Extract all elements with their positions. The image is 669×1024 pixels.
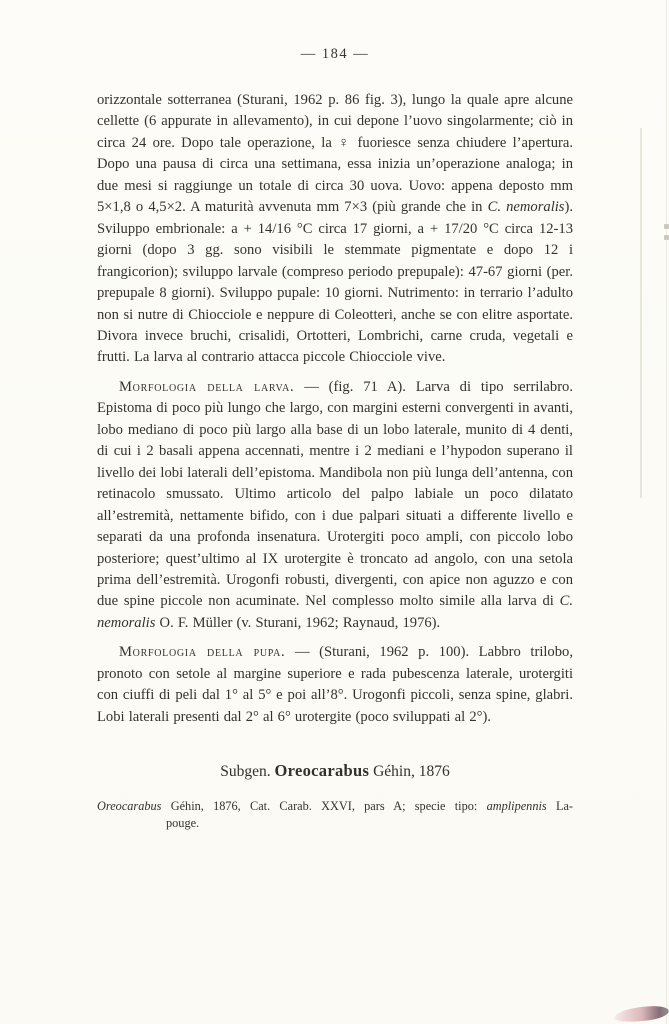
reference-citation-line1 [97, 798, 573, 815]
paragraph-biology [97, 90, 573, 369]
paragraph-biology-text: orizzontale sotterranea (Sturani, 1962 p. 86 fig. 3), lungo la quale apre alcune cellette (6 appurate in allevamento), in cui depone l’uovo singolarmente; ciò in circa 24 ore. Dopo tale operazione, la ♀ fuoriesce senza chiudere l’apertura. Dopo una pausa di circa una settimana, essa inizia un’operazione analoga; in due mesi si raggiunge un totale di circa 30 uova. Uovo: appena deposto mm 5×1,8 o 4,5×2. A maturità avvenuta mm 7×3 (più grande che in [97, 92, 573, 216]
paragraph-pupa-morphology [97, 642, 573, 728]
page-number-header: — 184 — [300, 46, 370, 62]
subgenus-heading-genus: Oreocarabus [274, 761, 370, 781]
ink-smudge [613, 1005, 669, 1024]
scan-edge-line [640, 128, 642, 498]
species-name-italic: C. nemoralis [97, 593, 573, 631]
paragraph-larva-text-cont: O. F. Müller (v. Sturani, 1962; Raynaud, 1976). [155, 614, 441, 631]
section-lead-pupa: Morfologia della pupa. [119, 644, 286, 661]
scan-edge-dash [664, 235, 669, 240]
reference-citation [97, 798, 573, 832]
scan-edge-dash [664, 224, 669, 229]
reference-citation-line2: pouge. [166, 816, 200, 831]
subgenus-heading-prefix: Subgen. [220, 763, 275, 781]
reference-citation-tail: La- [546, 799, 574, 814]
text-column [97, 46, 573, 832]
paragraph-larva-text: — (fig. 71 A). Larva di tipo serrilabro. Epistoma di poco più lungo che largo, con margini esterni convergenti in avanti, lobo mediano di poco più largo alla base di un lobo laterale, munito di 4 denti, di cui i 2 basali appena accennati, mentre i 2 mediani e l’hypodon superano il livello dei lobi laterali dell’epistoma. Mandibola non più lunga dell’antenna, con retinacolo smussato. Ultimo articolo del palpo labiale un poco dilatato all’estremità, nettamente bifido, con i due palpari situati a differente livello e separati da una profonda insenatura. Urotergiti poco ampli, con piccolo lobo posteriore; quest’ultimo al IX urotergite è troncato ad angolo, con una setola prima dell’estremità. Urogonfi robusti, divergenti, con apice non aguzzo e con due spine piccole non acuminate. Nel complesso molto simile alla larva di [97, 378, 574, 610]
species-name-italic: C. nemoralis [487, 199, 565, 216]
reference-genus-italic: Oreocarabus [97, 799, 162, 814]
subgenus-heading [97, 761, 573, 781]
paragraph-larva-morphology [97, 377, 573, 634]
reference-species-italic: amplipennis [486, 799, 547, 814]
paragraph-biology-text-cont: ). Sviluppo embrionale: a + 14/16 °C circa 17 giorni, a + 17/20 °C circa 12-13 giorni (dopo 3 gg. sono visibili le stemmate pigmentate e dopo 12 i frangicorion); sviluppo larvale (compreso periodo prepupale): 47-67 giorni (per. prepupale 8 giorni). Sviluppo pupale: 10 giorni. Nutrimento: in terrario l’adulto non si nutre di Chiocciole e neppure di Coleotteri, anche se con elitre asportate. Divora invece bruchi, crisalidi, Ortotteri, Lombrichi, carne cruda, vegetali e frutti. La larva al contrario attacca piccole Chiocciole vive. [97, 199, 573, 366]
scan-edge-line-faint [666, 0, 667, 1024]
subgenus-heading-author: Géhin, 1876 [369, 763, 450, 781]
reference-citation-text: Géhin, 1876, Cat. Carab. XXVI, pars A; specie tipo: [161, 799, 487, 814]
section-lead-larva: Morfologia della larva. [119, 378, 295, 395]
paragraph-pupa-text: — (Sturani, 1962 p. 100). Labbro trilobo, pronoto con setole al margine superiore e rada pubescenza laterale, urotergiti con ciuffi di peli dal 1° al 5° e poi all’8°. Urogonfi piccoli, senza spine, glabri. Lobi laterali presenti dal 2° al 6° urotergite (poco sviluppati al 2°). [97, 644, 573, 725]
